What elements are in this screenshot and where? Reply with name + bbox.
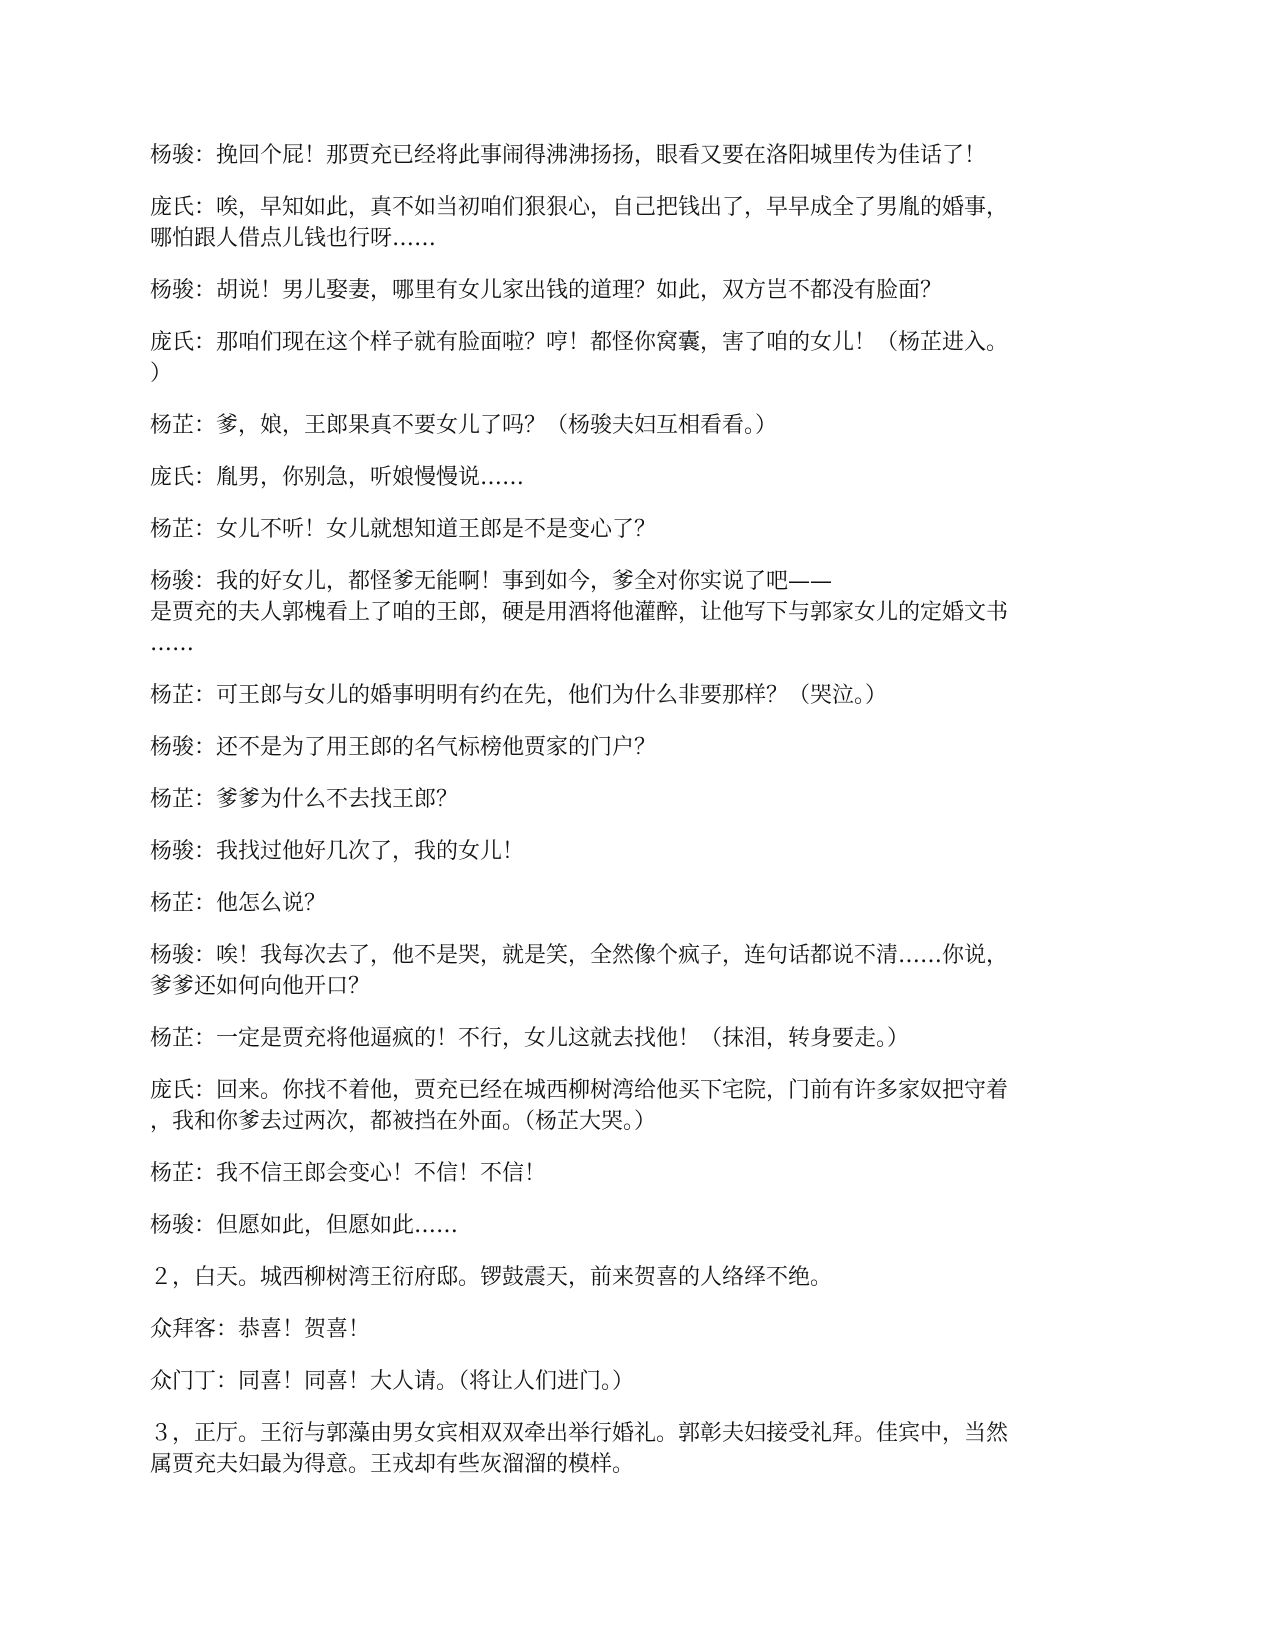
text-line: 杨芷：爹爹为什么不去找王郎？ [150,787,459,812]
paragraph [150,514,1130,545]
text-line: 众拜客：恭喜！贺喜！ [150,1317,371,1342]
paragraph [150,462,1130,493]
text-line: ３，正厅。王衍与郭藻由男女宾相双双牵出举行婚礼。郭彰夫妇接受礼拜。佳宾中，当然 [150,1421,1009,1446]
paragraph [150,1075,1130,1137]
text-line: 爹爹还如何向他开口？ [150,974,371,999]
paragraph [150,1023,1130,1054]
text-line: 杨骏：我的好女儿，都怪爹无能啊！事到如今，爹全对你实说了吧—— [150,569,833,594]
paragraph [150,836,1130,867]
paragraph [150,680,1130,711]
paragraph [150,1314,1130,1345]
text-line: 庞氏：那咱们现在这个样子就有脸面啦？哼！都怪你窝囊，害了咱的女儿！（杨芷进入。 [150,330,1009,355]
paragraph [150,192,1130,254]
text-line: 杨骏：胡说！男儿娶妻，哪里有女儿家出钱的道理？如此，双方岂不都没有脸面？ [150,278,943,303]
paragraph [150,1418,1130,1480]
text-line: 杨骏：但愿如此，但愿如此…… [150,1213,459,1238]
text-line: 杨骏：挽回个屁！那贾充已经将此事闹得沸沸扬扬，眼看又要在洛阳城里传为佳话了！ [150,143,987,168]
paragraph [150,784,1130,815]
text-line: 杨芷：女儿不听！女儿就想知道王郎是不是变心了？ [150,517,657,542]
text-line: ） [150,361,173,386]
paragraph [150,1262,1130,1293]
text-line: 庞氏：唉，早知如此，真不如当初咱们狠狠心，自己把钱出了，早早成全了男胤的婚事， [150,195,1009,220]
document-page [150,140,1130,1501]
text-line: 杨芷：一定是贾充将他逼疯的！不行，女儿这就去找他！（抹泪，转身要走。） [150,1026,910,1051]
paragraph [150,940,1130,1002]
paragraph [150,566,1130,659]
text-line: 庞氏：胤男，你别急，听娘慢慢说…… [150,465,525,490]
text-line: 众门丁：同喜！同喜！大人请。（将让人们进门。） [150,1369,635,1394]
text-line: 杨骏：唉！我每次去了，他不是哭，就是笑，全然像个疯子，连句话都说不清……你说， [150,943,1009,968]
text-line: 杨芷：我不信王郎会变心！不信！不信！ [150,1161,547,1186]
paragraph [150,327,1130,389]
text-line: …… [150,631,194,656]
paragraph [150,888,1130,919]
text-line: 庞氏：回来。你找不着他，贾充已经在城西柳树湾给他买下宅院，门前有许多家奴把守着 [150,1078,1009,1103]
paragraph [150,732,1130,763]
text-line: 杨芷：爹，娘，王郎果真不要女儿了吗？（杨骏夫妇互相看看。） [150,413,778,438]
text-line: 属贾充夫妇最为得意。王戎却有些灰溜溜的模样。 [150,1452,635,1477]
text-line: 杨骏：我找过他好几次了，我的女儿！ [150,839,525,864]
paragraph [150,1366,1130,1397]
text-line: 杨芷：他怎么说？ [150,891,327,916]
text-line: 杨芷：可王郎与女儿的婚事明明有约在先，他们为什么非要那样？（哭泣。） [150,683,888,708]
text-line: ，我和你爹去过两次，都被挡在外面。（杨芷大哭。） [150,1109,657,1134]
paragraph [150,410,1130,441]
text-line: 杨骏：还不是为了用王郎的名气标榜他贾家的门户？ [150,735,657,760]
text-line: 是贾充的夫人郭槐看上了咱的王郎，硬是用酒将他灌醉，让他写下与郭家女儿的定婚文书 [150,600,1009,625]
paragraph [150,140,1130,171]
text-line: ２，白天。城西柳树湾王衍府邸。锣鼓震天，前来贺喜的人络绎不绝。 [150,1265,833,1290]
text-line: 哪怕跟人借点儿钱也行呀…… [150,226,437,251]
paragraph [150,1158,1130,1189]
paragraph [150,275,1130,306]
paragraph [150,1210,1130,1241]
